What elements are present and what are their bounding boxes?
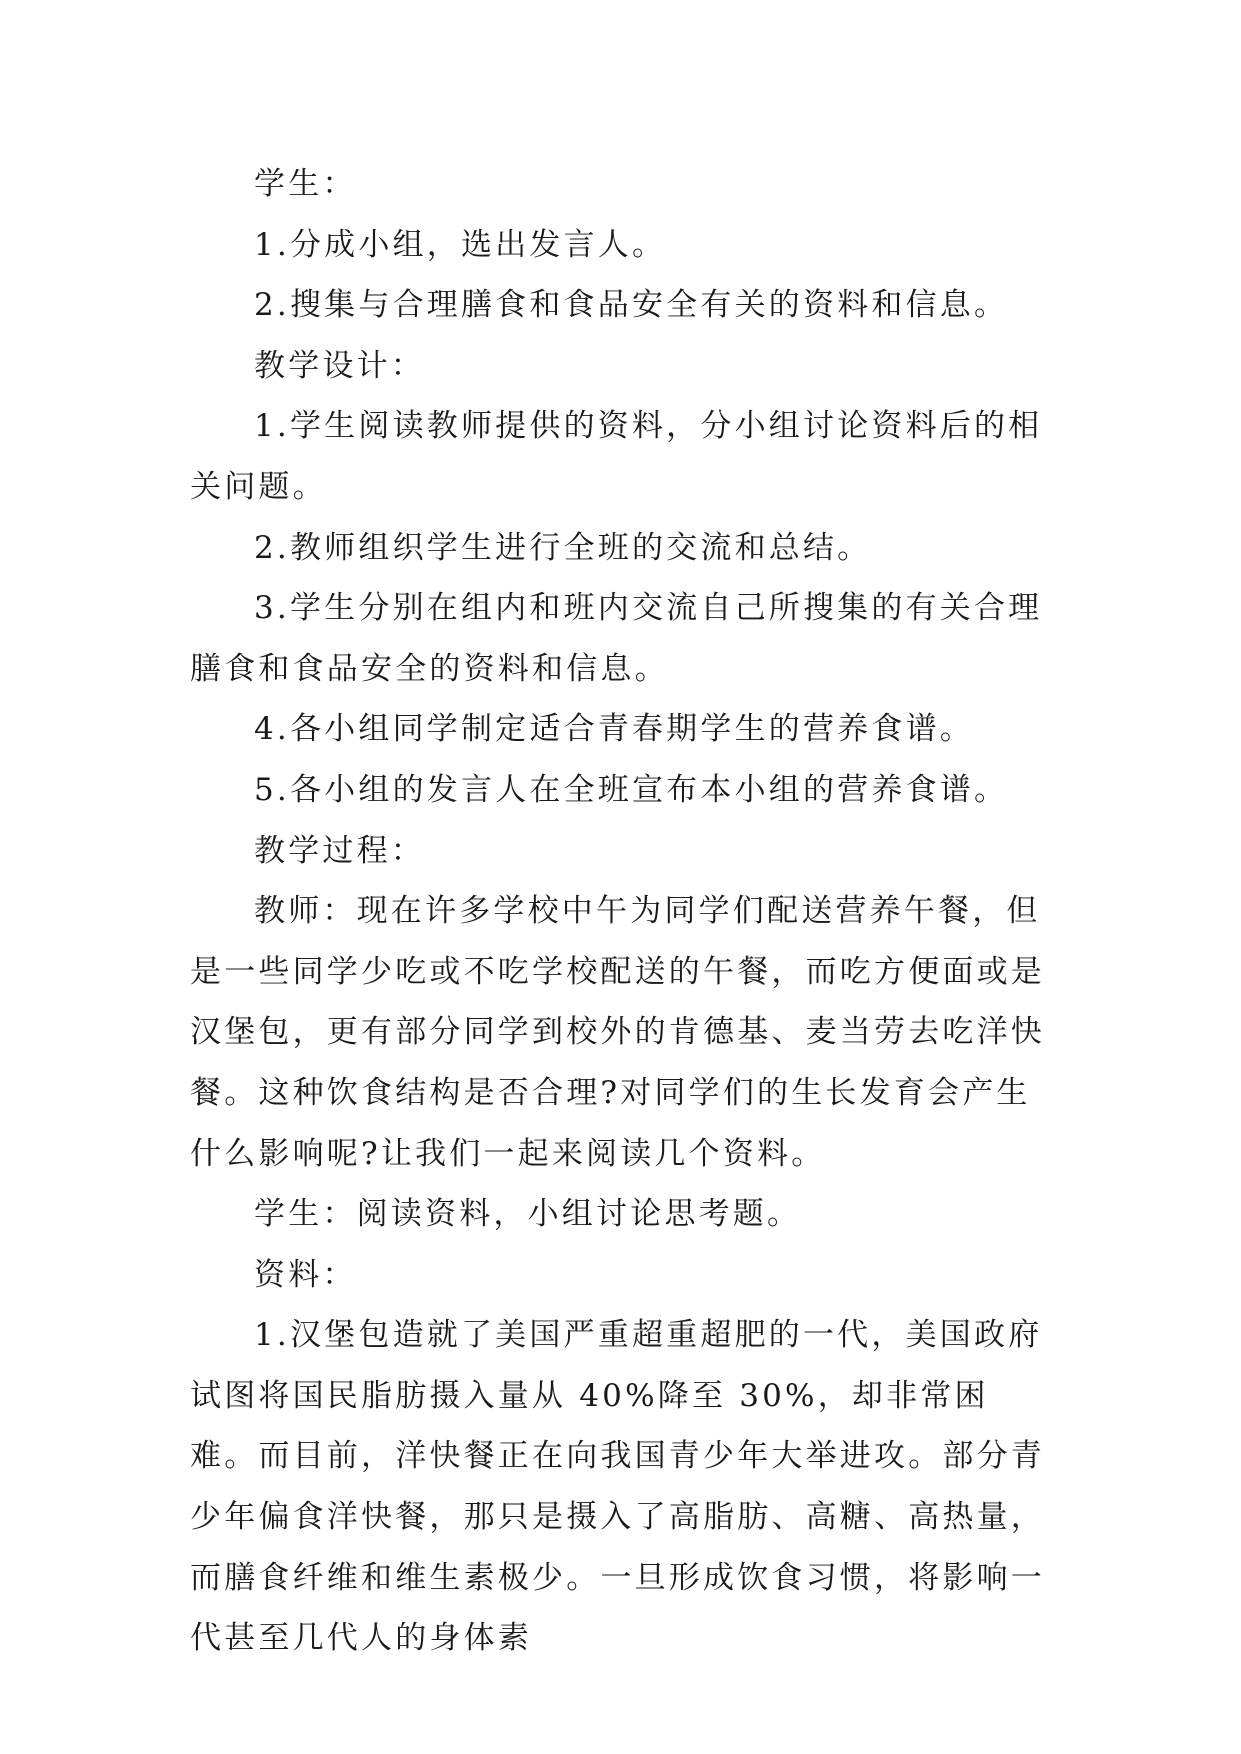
design-step-5: 5.各小组的发言人在全班宣布本小组的营养食谱。 — [254, 771, 1009, 808]
material-1: 1.汉堡包造就了美国严重超重超肥的一代，美国政府试图将国民脂肪摄入量从 40%降至 30%，却非常困难。而目前，洋快餐正在向我国青少年大举进攻。部分青少年偏食洋快餐，那只是摄入了高脂肪、高糖、高热量，而膳食纤维和维生素极少。一旦形成饮食习惯，将影响一代甚至几代人的身体素 — [190, 1317, 1045, 1657]
design-step-1: 1.学生阅读教师提供的资料，分小组讨论资料后的相关问题。 — [190, 408, 1043, 505]
section-heading-materials: 资料： — [254, 1256, 357, 1293]
teacher-introduction: 教师：现在许多学校中午为同学们配送营养午餐，但是一些同学少吃或不吃学校配送的午餐，而吃方便面或是汉堡包，更有部分同学到校外的肯德基、麦当劳去吃洋快餐。这种饮食结构是否合理?对同学们的生长发育会产生什么影响呢?让我们一起来阅读几个资料。 — [190, 893, 1045, 1172]
student-activity: 学生：阅读资料，小组讨论思考题。 — [254, 1196, 802, 1233]
section-heading-teaching-design: 教学设计： — [254, 347, 425, 384]
student-task-2: 2.搜集与合理膳食和食品安全有关的资料和信息。 — [254, 287, 1009, 324]
document-body — [190, 154, 1050, 1669]
design-step-2: 2.教师组织学生进行全班的交流和总结。 — [254, 529, 872, 566]
student-task-1: 1.分成小组，选出发言人。 — [254, 226, 667, 263]
design-step-3: 3.学生分别在组内和班内交流自己所搜集的有关合理膳食和食品安全的资料和信息。 — [190, 590, 1043, 687]
design-step-4: 4.各小组同学制定适合青春期学生的营养食谱。 — [254, 711, 974, 748]
section-heading-teaching-process: 教学过程： — [254, 832, 425, 869]
section-heading-students: 学生： — [254, 166, 357, 202]
